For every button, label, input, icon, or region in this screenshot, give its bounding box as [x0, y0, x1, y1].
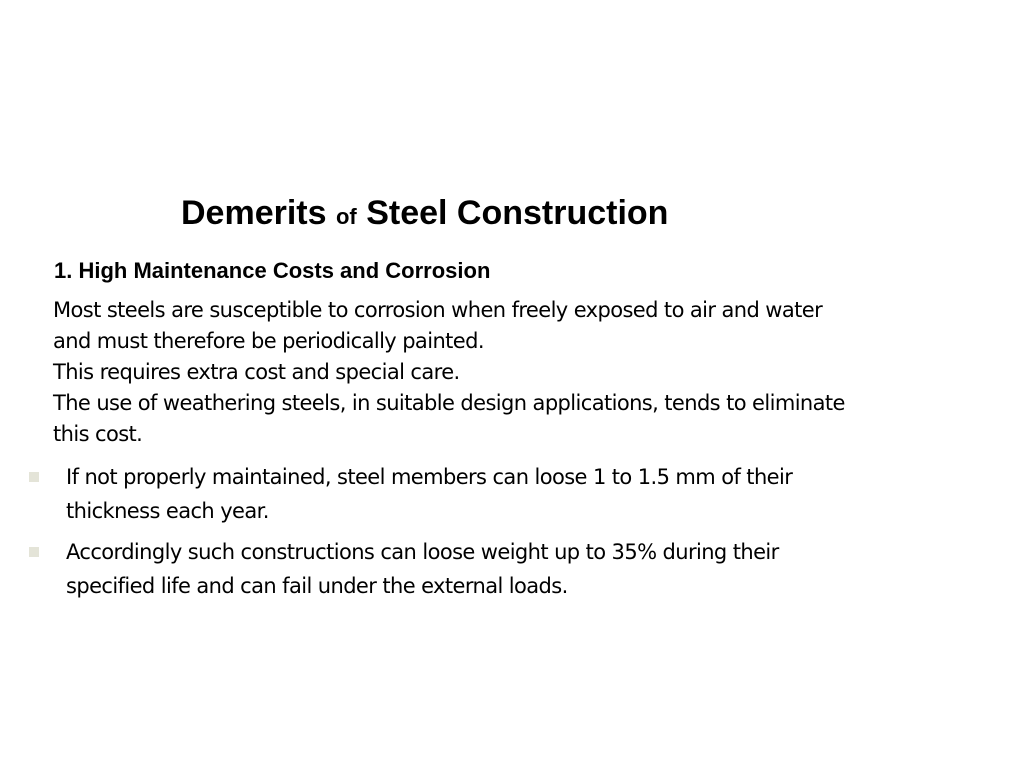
bullet-list — [29, 460, 989, 610]
bullet-text — [66, 460, 989, 528]
bullet-item — [29, 535, 989, 603]
bullet-line: If not properly maintained, steel members can loose 1 to 1.5 mm of their — [66, 465, 793, 489]
paragraph-line: this cost. — [53, 422, 143, 446]
body-paragraph — [53, 295, 1003, 450]
slide-title — [181, 192, 668, 238]
bullet-line: specified life and can fail under the external loads. — [66, 574, 568, 598]
paragraph-line: Most steels are susceptible to corrosion when freely exposed to air and water — [53, 298, 823, 322]
paragraph-line: This requires extra cost and special care. — [53, 360, 460, 384]
paragraph-line: The use of weathering steels, in suitable design applications, tends to eliminate — [53, 391, 845, 415]
square-bullet-icon — [29, 547, 39, 557]
title-part-of: of — [335, 204, 357, 229]
square-bullet-icon — [29, 472, 39, 482]
bullet-line: thickness each year. — [66, 499, 269, 523]
title-part-steel-construction: Steel Construction — [366, 194, 669, 232]
bullet-item — [29, 460, 989, 528]
bullet-line: Accordingly such constructions can loose weight up to 35% during their — [66, 540, 779, 564]
bullet-text — [66, 535, 989, 603]
section-heading: 1. High Maintenance Costs and Corrosion — [54, 258, 491, 283]
paragraph-line: and must therefore be periodically painted. — [53, 329, 484, 353]
title-part-demerits: Demerits — [181, 194, 327, 232]
